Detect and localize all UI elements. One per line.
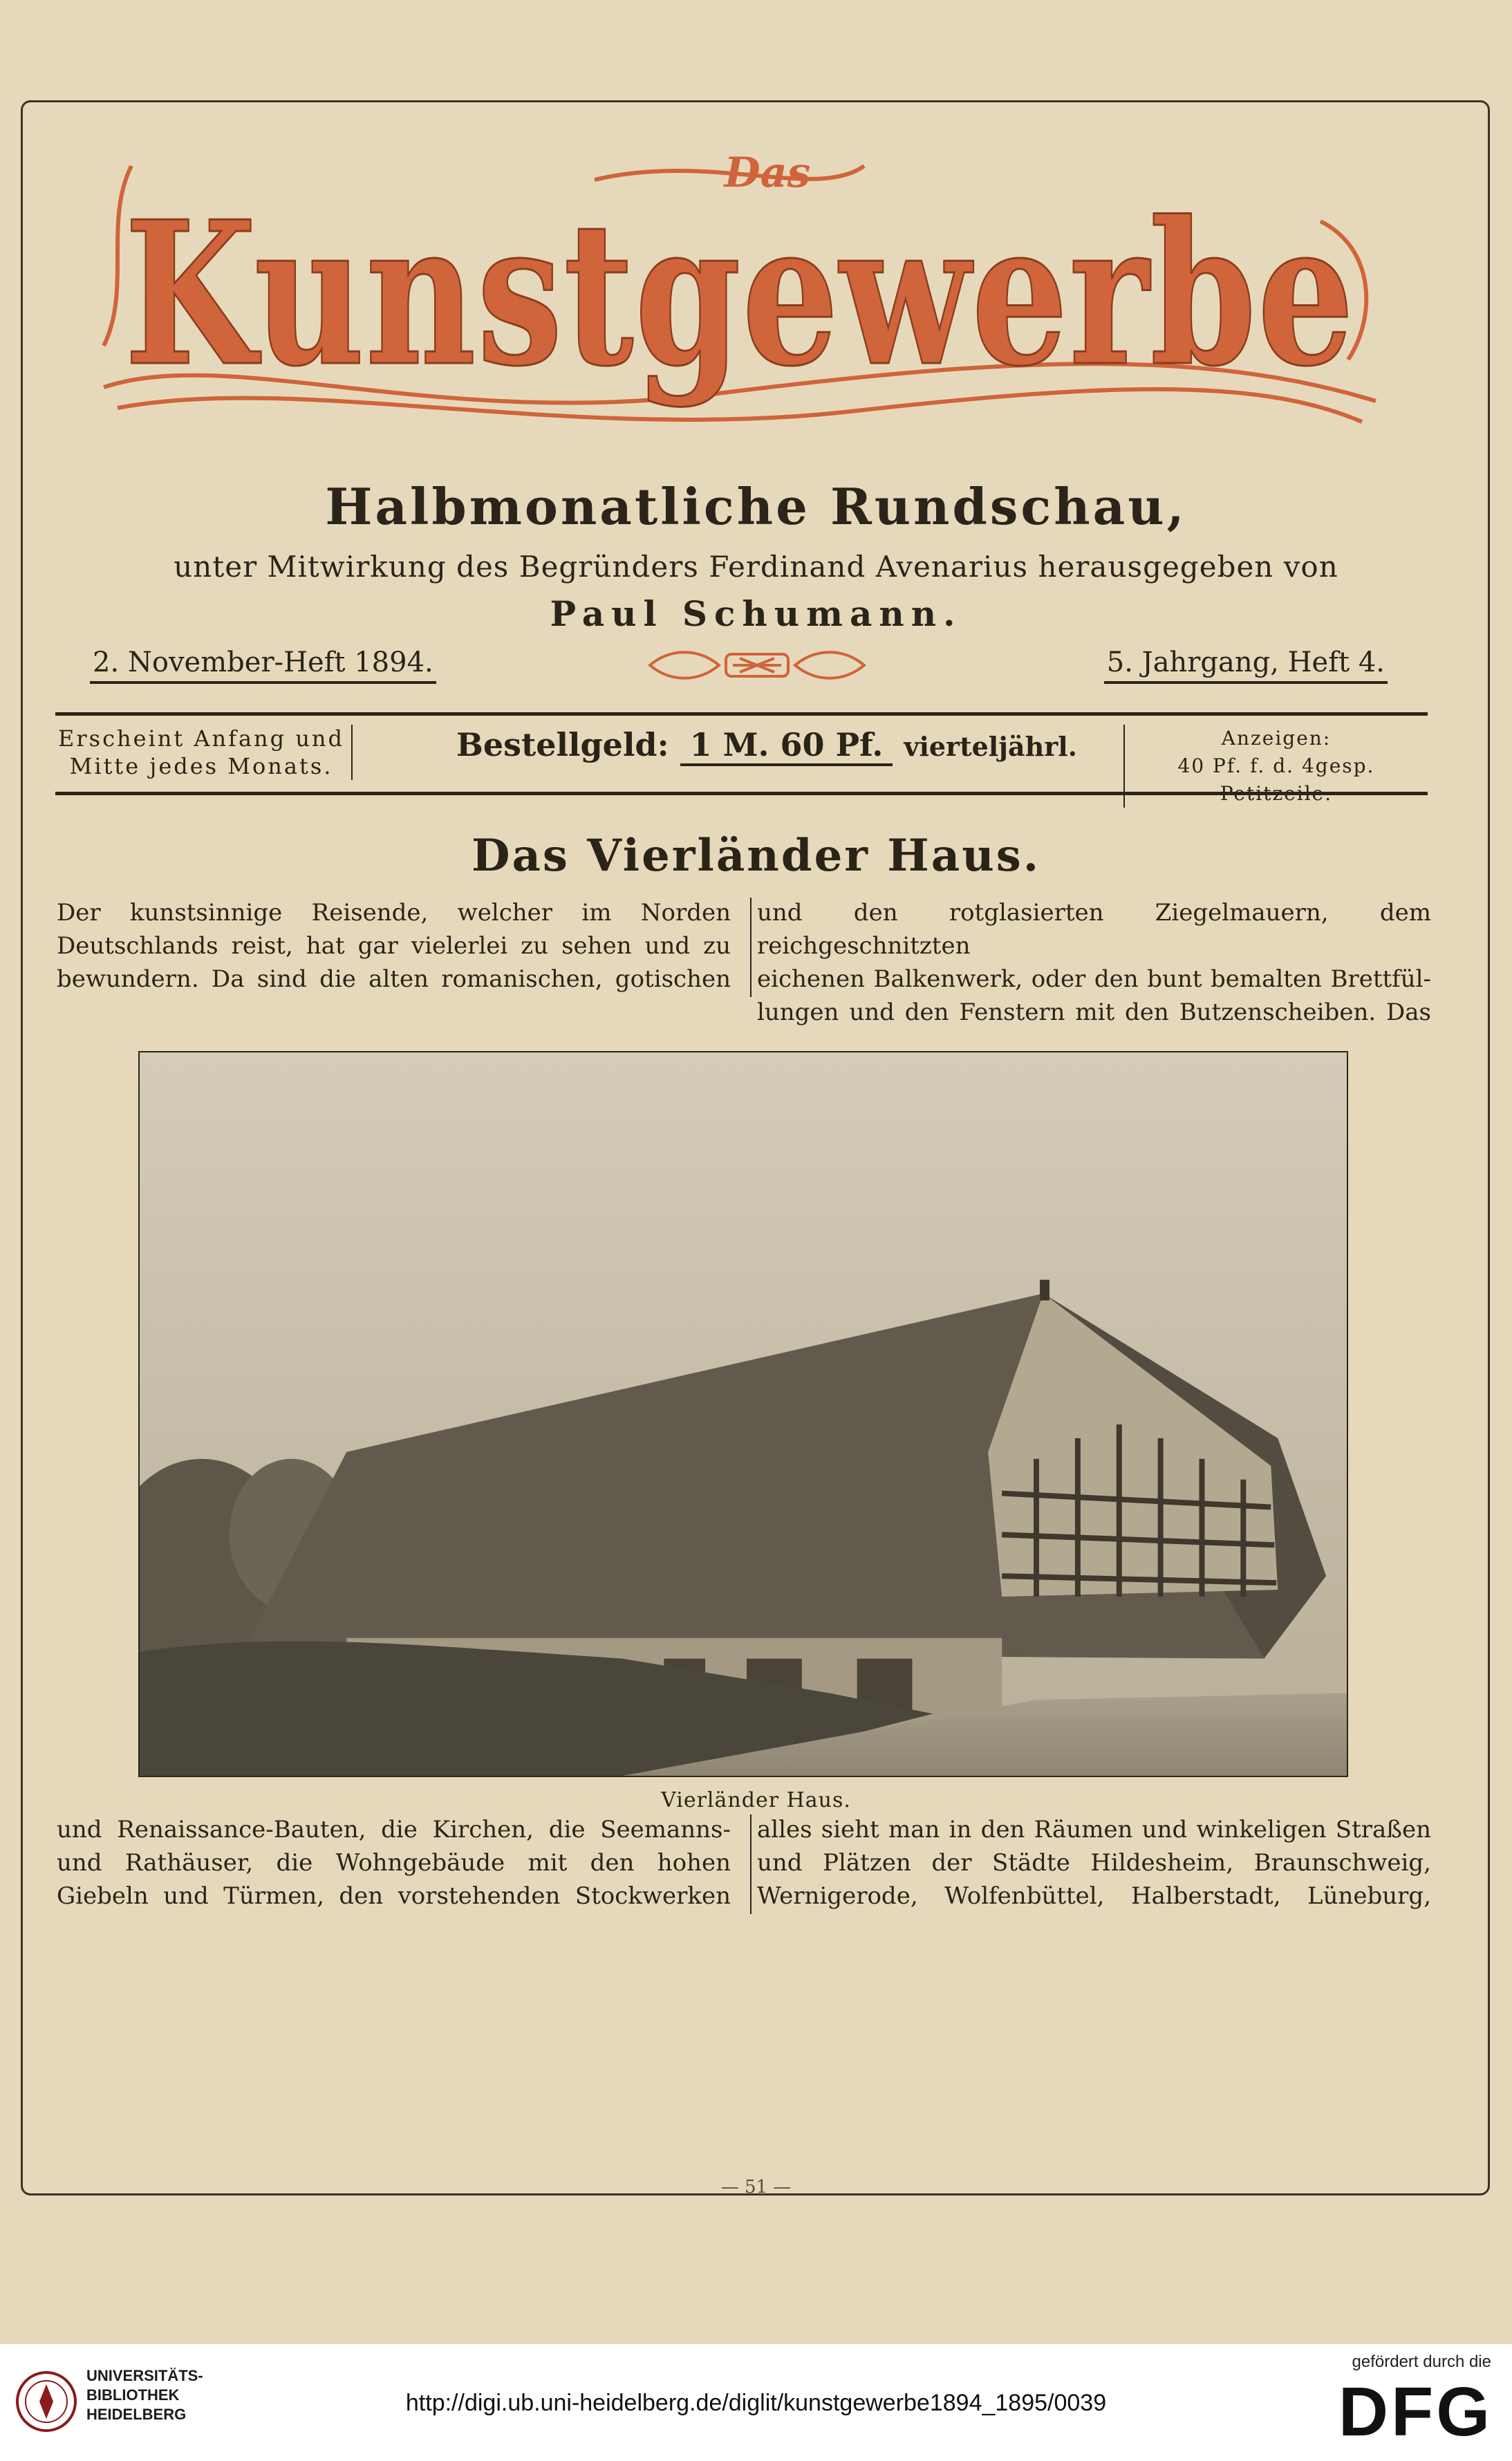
column-bottom-left xyxy=(57,1813,731,1913)
order-period: vierteljährl. xyxy=(904,731,1077,762)
column-bottom-right xyxy=(757,1813,1431,1913)
ads-line-1: Anzeigen: xyxy=(1221,727,1332,750)
institution-line-3: HEIDELBERG xyxy=(86,2406,187,2423)
masthead-logo xyxy=(90,138,1390,443)
ads-line-2: 40 Pf. f. d. 4gesp. Petitzeile. xyxy=(1177,754,1375,805)
publication-schedule xyxy=(55,725,353,780)
text-line: Der kunstsinnige Reisende, welcher im Norden xyxy=(57,899,731,927)
issue-volume: 5. Jahrgang, Heft 4. xyxy=(1104,647,1388,684)
ornament-icon xyxy=(643,644,871,686)
schedule-line-2: Mitte jedes Monats. xyxy=(69,753,333,779)
column-top-left xyxy=(57,896,731,996)
column-top-right xyxy=(757,896,1431,1029)
page-number: — 51 — xyxy=(720,2177,792,2198)
text-line: Deutschlands reist, hat gar vielerlei zu sehen und zu xyxy=(57,932,731,960)
schedule-line-1: Erscheint Anfang und xyxy=(57,725,345,752)
photo-caption: Vierländer Haus. xyxy=(661,1788,851,1812)
house-photo xyxy=(138,1051,1348,1777)
editor-line: unter Mitwirkung des Begründers Ferdinand Avenarius herausgegeben von xyxy=(174,550,1338,584)
dfg-logo: DFG xyxy=(1338,2373,1493,2451)
article-title: Das Vierländer Haus. xyxy=(471,830,1041,882)
text-line: Giebeln und Türmen, den vorstehenden Stockwerken xyxy=(57,1882,731,1910)
order-label: Bestellgeld: xyxy=(456,726,669,763)
text-line: eichenen Balkenwerk, oder den bunt bemalten Brettfül- xyxy=(757,965,1431,993)
order-price: 1 M. 60 Pf. xyxy=(680,726,893,766)
subscription-price xyxy=(456,726,1077,763)
editor-name: Paul Schumann. xyxy=(550,593,962,634)
text-line: und Renaissance-Bauten, die Kirchen, die Seemanns- xyxy=(57,1816,731,1844)
institution-line-2: BIBLIOTHEK xyxy=(86,2386,180,2404)
column-divider xyxy=(750,898,752,997)
column-divider xyxy=(750,1814,752,1914)
funded-by-label: gefördert durch die xyxy=(1352,2352,1491,2371)
subtitle: Halbmonatliche Rundschau, xyxy=(325,477,1187,536)
issue-date: 2. November-Heft 1894. xyxy=(90,647,436,684)
digitization-footer xyxy=(0,2344,1512,2461)
advertising-rates xyxy=(1123,725,1428,808)
masthead-title: Kunstgewerbe xyxy=(124,178,1355,410)
text-line: alles sieht man in den Räumen und winkeligen Straßen xyxy=(757,1816,1431,1844)
info-bar-bottom-rule xyxy=(55,792,1428,795)
text-line: bewundern. Da sind die alten romanischen, gotischen xyxy=(57,965,731,993)
text-line: und den rotglasierten Ziegelmauern, dem reichgeschnitzten xyxy=(757,899,1431,960)
text-line: Wernigerode, Wolfenbüttel, Halberstadt, Lüneburg, xyxy=(757,1882,1431,1910)
text-line: und Rathäuser, die Wohngebäude mit den hohen xyxy=(57,1849,731,1877)
source-url[interactable]: http://digi.ub.uni-heidelberg.de/diglit/kunstgewerbe1894_1895/0039 xyxy=(405,2390,1107,2416)
text-line: lungen und den Fenstern mit den Butzenscheiben. Das xyxy=(757,999,1431,1026)
masthead-article-word: Das xyxy=(724,149,811,197)
institution-line-1: UNIVERSITÄTS- xyxy=(86,2367,203,2384)
info-bar-top-rule xyxy=(55,712,1428,716)
text-line: und Plätzen der Städte Hildesheim, Braunschweig, xyxy=(757,1849,1431,1877)
